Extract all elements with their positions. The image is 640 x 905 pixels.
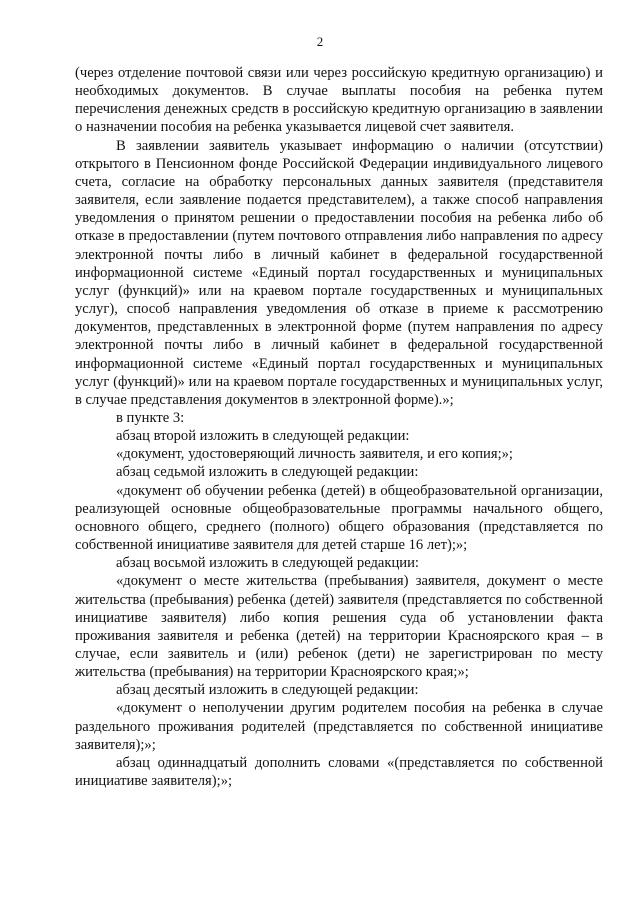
page-number: 2 [316, 34, 324, 49]
paragraph-amend-eleventh: абзац одиннадцатый дополнить словами «(представляется по собственной инициативе заявителя);»; [75, 754, 603, 790]
paragraph-item-3: в пункте 3: [116, 409, 185, 426]
paragraph-amend-tenth: абзац десятый изложить в следующей редакции: [116, 682, 419, 699]
paragraph-identity-doc: «документ, удостоверяющий личность заявителя, и его копия;»; [116, 446, 513, 463]
document-body [75, 64, 603, 790]
paragraph-statement-info: В заявлении заявитель указывает информацию о наличии (отсутствии) открытого в Пенсионном фонде Российской Федерации индивидуального лицевого счета, согласие на обработку персональных данных заявителя (представителя заявителя, если заявление подается представителем), а также способ направления уведомления о принятом решении о предоставлении пособия на ребенка либо об отказе в предоставлении (путем почтового отправления либо направления по адресу электронной почты либо в личный кабинет в федеральной государственной информационной системе «Единый портал государственных и муниципальных услуг (функций)» или на краевом портале государственных и муниципальных услуг), способ направления уведомления об отказе в приеме к рассмотрению документов, представленных в электронной форме (путем направления по адресу электронной почты либо в личный кабинет в федеральной государственной информационной системе «Единый портал государственных и муниципальных услуг (функций)» или на краевом портале государственных и муниципальных услуг, в случае представления документов в электронной форме).»; [75, 137, 603, 408]
paragraph-education-doc: «документ об обучении ребенка (детей) в общеобразовательной организации, реализующей основные общеобразовательные программы начального общего, основного общего, среднего (полного) общего образования (представляется по собственной инициативе заявителя для детей старше 16 лет);»; [75, 482, 603, 554]
paragraph-continuation: (через отделение почтовой связи или через российскую кредитную организацию) и необходимых документов. В случае выплаты пособия на ребенка путем перечисления денежных средств в российскую кредитную организацию в заявлении о назначении пособия на ребенка указывается лицевой счет заявителя. [75, 65, 603, 136]
paragraph-amend-eighth: абзац восьмой изложить в следующей редакции: [116, 555, 419, 572]
paragraph-non-receipt-doc: «документ о неполучении другим родителем пособия на ребенка в случае раздельного проживания родителей (представляется по собственной инициативе заявителя);»; [75, 700, 603, 753]
paragraph-amend-second: абзац второй изложить в следующей редакции: [116, 428, 410, 445]
paragraph-amend-seventh: абзац седьмой изложить в следующей редакции: [116, 464, 419, 481]
paragraph-residence-doc: «документ о месте жительства (пребывания) заявителя, документ о месте жительства (пребывания) ребенка (детей) заявителя (представляется по собственной инициативе заявителя) либо копия решения суда об установлении факта проживания заявителя и ребенка (детей) на территории Красноярского края – в случае, если заявитель и (или) ребенок (дети) не зарегистрирован по месту жительства (пребывания) на территории Красноярского края;»; [75, 573, 603, 681]
